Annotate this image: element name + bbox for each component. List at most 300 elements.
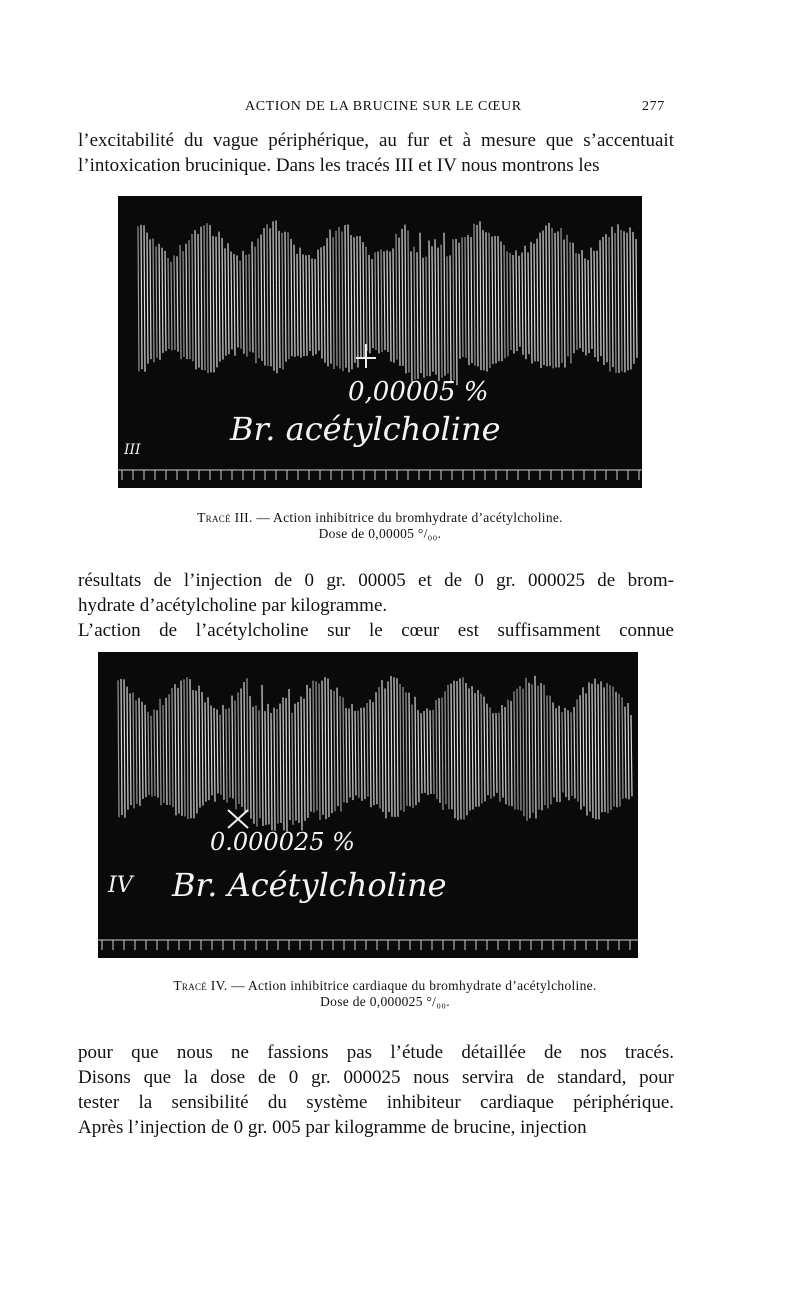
trace-stroke (357, 236, 358, 367)
trace-stroke (187, 677, 188, 819)
trace-stroke (561, 228, 562, 363)
trace-stroke (235, 701, 236, 810)
caption-line (118, 510, 642, 526)
kymograph-trace-3 (118, 196, 642, 488)
trace-stroke (156, 246, 157, 357)
trace-stroke (417, 252, 418, 379)
trace-stroke (190, 679, 191, 818)
caption-label: Tracé III. (197, 510, 253, 525)
trace-stroke (174, 256, 175, 351)
trace-stroke (498, 236, 499, 361)
trace-stroke (360, 236, 361, 357)
trace-stroke (411, 251, 412, 385)
trace-stroke (528, 252, 529, 354)
trace-stroke (249, 254, 250, 351)
trace-stroke (424, 711, 425, 793)
trace-stroke (502, 705, 503, 798)
trace-stroke (213, 236, 214, 372)
handwritten-roman: IV (108, 873, 133, 898)
handwritten-label: Br. acétylcholine (230, 410, 501, 448)
trace-stroke (133, 692, 134, 808)
trace-stroke (217, 709, 218, 793)
trace-stroke (205, 702, 206, 801)
caption-text: — Action inhibitrice du bromhydrate d’acétylcholine. (256, 510, 563, 525)
trace-stroke (337, 688, 338, 806)
trace-stroke (441, 245, 442, 378)
trace-stroke (474, 224, 475, 366)
trace-stroke (585, 258, 586, 355)
trace-stroke (382, 680, 383, 812)
trace-stroke (600, 240, 601, 356)
trace-stroke (345, 225, 346, 368)
trace-stroke (223, 705, 224, 800)
trace-stroke (565, 708, 566, 797)
trace-stroke (594, 251, 595, 357)
trace-stroke (348, 225, 349, 373)
trace-stroke (375, 252, 376, 350)
trace-stroke (390, 252, 391, 362)
trace-stroke (622, 697, 623, 799)
trace-stroke (546, 226, 547, 367)
trace-stroke (240, 261, 241, 349)
trace-stroke (138, 226, 139, 371)
trace-stroke (346, 708, 347, 803)
trace-stroke (121, 679, 122, 815)
trace-stroke (604, 687, 605, 812)
trace-stroke (166, 698, 167, 805)
trace-stroke (619, 694, 620, 807)
trace-stroke (349, 709, 350, 798)
trace-stroke (400, 684, 401, 810)
trace-stroke (291, 239, 292, 356)
trace-stroke (204, 225, 205, 370)
trace-stroke (459, 243, 460, 359)
text-line: l’excitabilité du vague périphérique, au fur et à mesure que s’accentuait (78, 130, 674, 151)
trace-stroke (603, 237, 604, 365)
trace-stroke (259, 710, 260, 818)
trace-stroke (606, 234, 607, 362)
caption-dose: Dose de 0,00005 °/₀₀. (318, 526, 442, 541)
trace-stroke (312, 258, 313, 355)
handwritten-roman: III (124, 442, 141, 458)
trace-stroke (558, 231, 559, 367)
trace-stroke (309, 255, 310, 351)
trace-stroke (595, 679, 596, 820)
trace-stroke (438, 248, 439, 381)
trace-stroke (511, 701, 512, 806)
trace-stroke (504, 245, 505, 358)
trace-stroke (571, 712, 572, 796)
trace-stroke (295, 704, 296, 821)
trace-stroke (397, 678, 398, 816)
trace-stroke (169, 694, 170, 805)
trace-stroke (255, 247, 256, 364)
trace-stroke (412, 705, 413, 809)
trace-stroke (244, 682, 245, 811)
handwritten-dose: 0,00005 % (348, 377, 489, 407)
trace-stroke (462, 237, 463, 357)
running-title: ACTION DE LA BRUCINE SUR LE CŒUR (245, 99, 522, 114)
paragraph-1 (78, 128, 674, 178)
trace-stroke (124, 679, 125, 817)
trace-stroke (555, 233, 556, 367)
trace-stroke (429, 241, 430, 377)
trace-stroke (535, 676, 536, 819)
trace-stroke (586, 693, 587, 815)
trace-stroke (265, 711, 266, 825)
trace-stroke (445, 691, 446, 804)
trace-stroke (550, 696, 551, 805)
trace-stroke (351, 235, 352, 369)
trace-stroke (339, 227, 340, 368)
trace-stroke (343, 697, 344, 802)
trace-stroke (210, 225, 211, 372)
trace-stroke (387, 250, 388, 352)
trace-stroke (415, 697, 416, 805)
trace-stroke (279, 231, 280, 368)
trace-stroke (301, 697, 302, 831)
trace-stroke (508, 700, 509, 806)
trace-stroke (487, 704, 488, 795)
trace-stroke (318, 250, 319, 351)
trace-stroke (472, 686, 473, 809)
figure-3-caption (118, 510, 642, 542)
trace-stroke (598, 684, 599, 819)
trace-stroke (258, 239, 259, 359)
trace-stroke (408, 230, 409, 372)
trace-stroke (162, 248, 163, 353)
trace-stroke (403, 687, 404, 812)
trace-stroke (450, 255, 451, 382)
trace-stroke (211, 706, 212, 796)
trace-stroke (514, 691, 515, 809)
trace-stroke (534, 244, 535, 362)
trace-stroke (232, 696, 233, 799)
trace-stroke (513, 255, 514, 353)
trace-stroke (189, 240, 190, 359)
trace-stroke (420, 233, 421, 374)
trace-stroke (363, 242, 364, 357)
trace-stroke (583, 687, 584, 806)
trace-stroke (252, 242, 253, 353)
trace-stroke (433, 710, 434, 794)
trace-stroke (612, 227, 613, 367)
trace-stroke (628, 703, 629, 799)
trace-stroke (418, 710, 419, 802)
trace-stroke (327, 238, 328, 366)
trace-stroke (319, 684, 320, 820)
trace-stroke (402, 229, 403, 366)
trace-stroke (306, 255, 307, 356)
trace-stroke (570, 242, 571, 363)
trace-stroke (273, 221, 274, 370)
trace-stroke (178, 688, 179, 814)
trace-stroke (432, 246, 433, 372)
trace-stroke (510, 253, 511, 350)
trace-stroke (195, 230, 196, 369)
trace-stroke (522, 253, 523, 355)
trace-stroke (532, 684, 533, 812)
trace-stroke (313, 681, 314, 813)
trace-stroke (478, 690, 479, 807)
trace-stroke (447, 256, 448, 373)
trace-stroke (481, 694, 482, 804)
trace-stroke (336, 231, 337, 366)
trace-stroke (352, 704, 353, 800)
trace-stroke (144, 225, 145, 371)
trace-stroke (601, 681, 602, 812)
trace-stroke (219, 232, 220, 362)
trace-stroke (253, 707, 254, 824)
trace-stroke (316, 681, 317, 810)
trace-stroke (136, 700, 137, 803)
trace-stroke (414, 247, 415, 380)
trace-stroke (435, 239, 436, 374)
trace-stroke (358, 711, 359, 798)
trace-stroke (630, 227, 631, 369)
trace-stroke (282, 233, 283, 370)
trace-stroke (334, 691, 335, 811)
trace-stroke (171, 262, 172, 351)
trace-stroke (556, 708, 557, 802)
trace-stroke (355, 711, 356, 796)
trace-stroke (369, 255, 370, 353)
trace-stroke (304, 699, 305, 821)
trace-stroke (142, 702, 143, 799)
trace-stroke (501, 242, 502, 362)
trace-stroke (475, 693, 476, 807)
trace-stroke (427, 708, 428, 795)
trace-stroke (625, 707, 626, 799)
trace-stroke (198, 234, 199, 368)
trace-stroke (631, 715, 632, 796)
trace-stroke (271, 713, 272, 830)
trace-stroke (361, 708, 362, 801)
trace-stroke (310, 688, 311, 811)
trace-stroke (394, 677, 395, 817)
text-line: l’intoxication brucinique. Dans les tracés III et IV nous montrons les (78, 155, 600, 176)
trace-stroke (553, 702, 554, 797)
trace-stroke (463, 677, 464, 819)
trace-stroke (436, 700, 437, 799)
trace-stroke (568, 710, 569, 800)
trace-stroke (243, 251, 244, 354)
trace-stroke (130, 693, 131, 805)
trace-stroke (373, 702, 374, 805)
trace-stroke (469, 688, 470, 810)
trace-stroke (396, 234, 397, 360)
trace-stroke (261, 235, 262, 361)
trace-stroke (184, 679, 185, 816)
kymograph-trace-4 (98, 652, 638, 958)
trace-stroke (148, 712, 149, 795)
trace-stroke (610, 685, 611, 810)
trace-stroke (331, 690, 332, 814)
trace-stroke (520, 686, 521, 811)
trace-stroke (294, 245, 295, 357)
trace-stroke (486, 232, 487, 371)
trace-stroke (150, 239, 151, 359)
trace-stroke (523, 689, 524, 817)
text-line: résultats de l’injection de 0 gr. 00005 et de 0 gr. 000025 de brom- (78, 570, 674, 591)
trace-stroke (381, 249, 382, 352)
trace-stroke (483, 230, 484, 370)
trace-stroke (591, 248, 592, 349)
trace-stroke (451, 684, 452, 810)
trace-stroke (538, 686, 539, 810)
caption-line (98, 978, 672, 994)
trace-stroke (496, 713, 497, 793)
trace-stroke (379, 687, 380, 808)
trace-stroke (384, 251, 385, 350)
trace-stroke (529, 683, 530, 819)
trace-stroke (292, 713, 293, 825)
trace-stroke (616, 692, 617, 807)
trace-stroke (367, 703, 368, 797)
trace-stroke (592, 684, 593, 818)
text-line: L’action de l’acétylcholine sur le cœur est suffisamment connue (78, 620, 674, 641)
trace-stroke (234, 254, 235, 356)
trace-stroke (364, 708, 365, 800)
trace-stroke (495, 236, 496, 363)
trace-stroke (460, 678, 461, 819)
trace-stroke (372, 259, 373, 348)
trace-stroke (127, 687, 128, 810)
trace-stroke (276, 220, 277, 373)
trace-stroke (237, 255, 238, 347)
trace-stroke (175, 684, 176, 815)
trace-stroke (322, 680, 323, 814)
text-line: tester la sensibilité du système inhibiteur cardiaque périphérique. (78, 1092, 674, 1113)
trace-stroke (324, 246, 325, 363)
trace-stroke (298, 702, 299, 823)
caption-dose: Dose de 0,000025 °/₀₀. (320, 994, 450, 1009)
trace-stroke (567, 235, 568, 357)
trace-stroke (222, 238, 223, 360)
trace-stroke (231, 252, 232, 350)
trace-stroke (636, 239, 637, 358)
trace-stroke (153, 238, 154, 362)
trace-stroke (181, 681, 182, 816)
trace-stroke (562, 712, 563, 792)
trace-stroke (274, 708, 275, 831)
trace-stroke (490, 708, 491, 799)
trace-stroke (208, 697, 209, 800)
trace-stroke (448, 685, 449, 809)
trace-stroke (577, 699, 578, 801)
trace-stroke (202, 692, 203, 806)
trace-stroke (444, 233, 445, 376)
trace-stroke (159, 244, 160, 360)
trace-stroke (366, 247, 367, 351)
trace-stroke (406, 692, 407, 805)
trace-stroke (552, 228, 553, 369)
trace-stroke (531, 242, 532, 364)
trace-stroke (454, 681, 455, 819)
trace-stroke (370, 699, 371, 807)
trace-stroke (330, 229, 331, 363)
caption-text: — Action inhibitrice cardiaque du bromhydrate d’acétylcholine. (231, 978, 597, 993)
trace-stroke (216, 237, 217, 368)
trace-stroke (618, 224, 619, 373)
trace-stroke (180, 245, 181, 359)
trace-stroke (145, 705, 146, 797)
trace-stroke (471, 237, 472, 363)
trace-stroke (559, 706, 560, 802)
trace-stroke (493, 713, 494, 796)
trace-stroke (540, 233, 541, 368)
trace-stroke (543, 230, 544, 364)
trace-stroke (297, 254, 298, 356)
trace-stroke (229, 708, 230, 797)
trace-stroke (378, 251, 379, 353)
trace-stroke (426, 257, 427, 377)
trace-stroke (541, 683, 542, 810)
trace-stroke (354, 237, 355, 363)
trace-stroke (376, 692, 377, 804)
trace-stroke (270, 228, 271, 366)
trace-stroke (385, 688, 386, 818)
trace-stroke (430, 710, 431, 794)
text-line: pour que nous ne fassions pas l’étude détaillée de nos tracés. (78, 1042, 674, 1063)
trace-stroke (199, 686, 200, 808)
trace-stroke (405, 225, 406, 374)
trace-stroke (421, 713, 422, 793)
trace-stroke (118, 680, 119, 817)
page-number: 277 (642, 99, 665, 114)
trace-stroke (268, 704, 269, 825)
trace-stroke (489, 233, 490, 368)
trace-stroke (597, 251, 598, 362)
trace-stroke (499, 713, 500, 802)
trace-stroke (439, 698, 440, 803)
trace-stroke (525, 246, 526, 360)
trace-stroke (267, 224, 268, 366)
trace-stroke (262, 685, 263, 826)
trace-stroke (247, 678, 248, 812)
trace-stroke (288, 232, 289, 359)
trace-stroke (226, 709, 227, 803)
trace-stroke (526, 678, 527, 821)
trace-stroke (325, 677, 326, 819)
trace-stroke (225, 248, 226, 355)
trace-stroke (564, 240, 565, 368)
trace-stroke (192, 234, 193, 361)
paragraph-3 (78, 1040, 674, 1140)
trace-stroke (549, 223, 550, 366)
trace-stroke (516, 250, 517, 351)
trace-stroke (186, 244, 187, 359)
trace-stroke (388, 681, 389, 812)
trace-stroke (624, 231, 625, 372)
trace-stroke (333, 237, 334, 369)
trace-stroke (241, 689, 242, 807)
trace-stroke (573, 243, 574, 354)
trace-stroke (492, 236, 493, 363)
trace-stroke (264, 228, 265, 365)
trace-stroke (154, 710, 155, 797)
trace-stroke (283, 697, 284, 830)
figure-4-caption (98, 978, 672, 1010)
trace-stroke (147, 233, 148, 364)
handwritten-label: Br. Acétylcholine (172, 866, 447, 904)
trace-stroke (517, 689, 518, 810)
trace-stroke (537, 239, 538, 362)
trace-stroke (615, 233, 616, 373)
trace-stroke (196, 691, 197, 814)
trace-stroke (157, 710, 158, 797)
trace-stroke (456, 239, 457, 385)
